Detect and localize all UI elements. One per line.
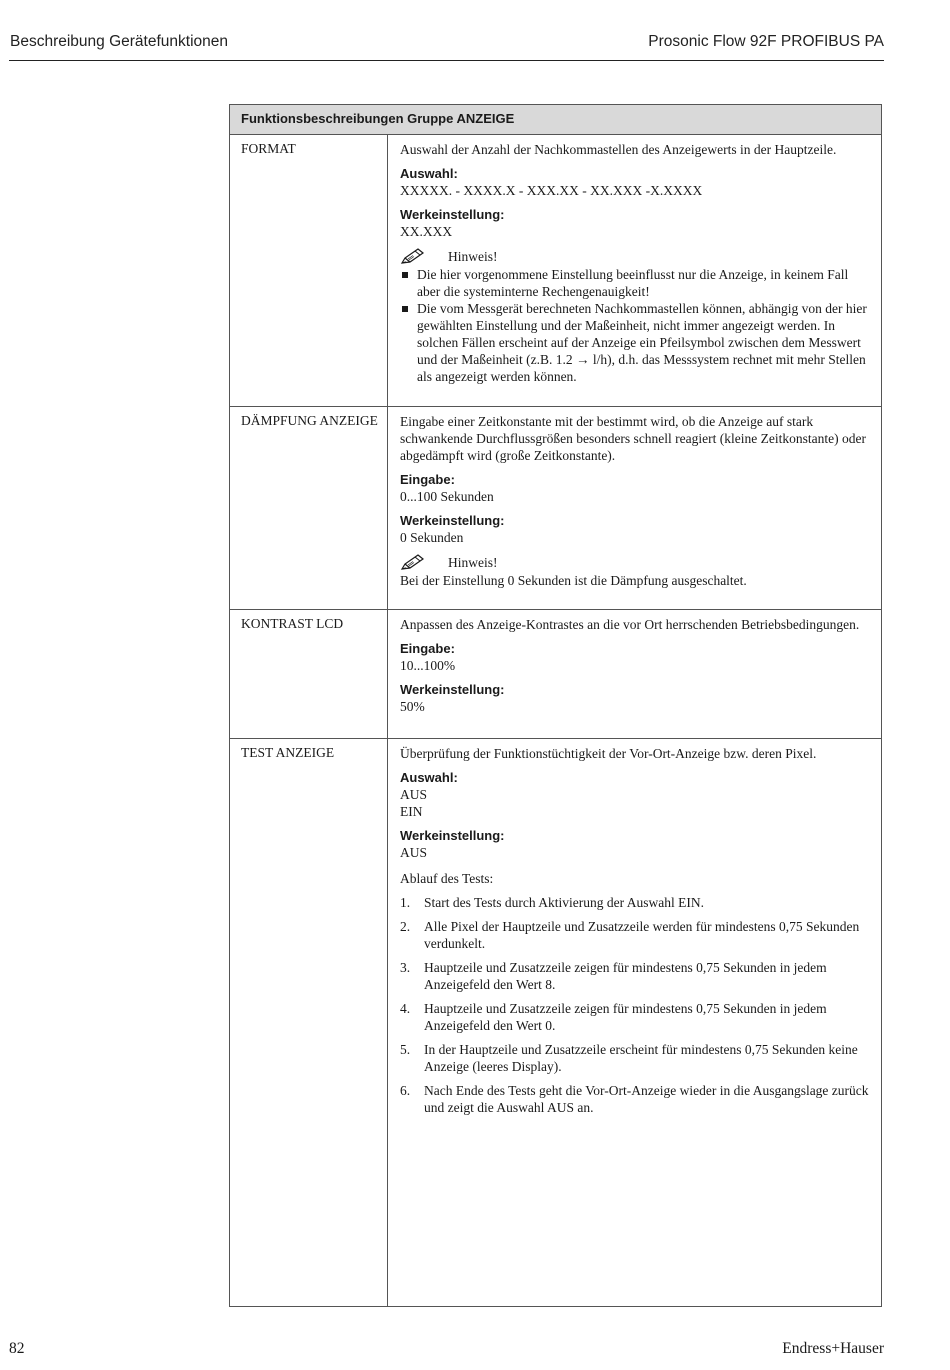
note-item bbox=[400, 300, 871, 385]
header-divider bbox=[9, 60, 884, 61]
square-bullet-icon bbox=[402, 306, 408, 312]
page-number: 82 bbox=[9, 1340, 25, 1357]
list-item bbox=[400, 1000, 871, 1034]
default-label: Werkeinstellung: bbox=[400, 513, 505, 528]
table-row-format bbox=[230, 135, 881, 407]
note-label: Hinweis! bbox=[448, 554, 498, 570]
pencil-icon bbox=[400, 553, 426, 571]
description-text: Auswahl der Anzahl der Nachkommastellen des Anzeigewerts in der Hauptzeile. bbox=[400, 142, 837, 157]
list-item bbox=[400, 918, 871, 952]
choice-label: Auswahl: bbox=[400, 770, 458, 785]
note-item-text: Die hier vorgenommene Einstellung beeinflusst nur die Anzeige, in keinem Fall aber die systeminterne Rechengenauigkeit! bbox=[417, 267, 849, 299]
choice-value: EIN bbox=[400, 804, 423, 819]
step-text: Hauptzeile und Zusatzzeile zeigen für mindestens 0,75 Sekunden in jedem Anzeigefeld den Wert 8. bbox=[424, 960, 827, 992]
note-label: Hinweis! bbox=[448, 248, 498, 264]
footer-brand: Endress+Hauser bbox=[782, 1340, 884, 1357]
description-text: Anpassen des Anzeige-Kontrastes an die vor Ort herrschenden Betriebsbedingungen. bbox=[400, 617, 860, 632]
step-text: Hauptzeile und Zusatzzeile zeigen für mindestens 0,75 Sekunden in jedem Anzeigefeld den Wert 0. bbox=[424, 1001, 827, 1033]
function-description-cell bbox=[389, 135, 881, 385]
step-number: 3. bbox=[400, 960, 411, 975]
step-number: 4. bbox=[400, 1001, 411, 1016]
step-number: 6. bbox=[400, 1083, 411, 1098]
choice-value: XXXXX. - XXXX.X - XXX.XX - XX.XXX -X.XXXX bbox=[400, 183, 703, 198]
page-header-section-title: Beschreibung Gerätefunktionen bbox=[10, 33, 229, 50]
function-name: FORMAT bbox=[230, 135, 388, 406]
choice-label: Auswahl: bbox=[400, 166, 458, 181]
function-name: DÄMPFUNG ANZEIGE bbox=[230, 407, 388, 609]
description-text: Eingabe einer Zeitkonstante mit der bestimmt wird, ob die Anzeige auf stark schwankende Durchflussgrößen besonders schnell reagiert (kleine Zeitkonstante) oder abgedämpft wird (große Zeitkonstante). bbox=[400, 414, 866, 463]
input-value: 0...100 Sekunden bbox=[400, 489, 494, 504]
default-value: XX.XXX bbox=[400, 224, 453, 239]
default-value: AUS bbox=[400, 845, 428, 860]
note-heading bbox=[400, 553, 871, 571]
function-description-cell bbox=[389, 739, 881, 1123]
note-text: Bei der Einstellung 0 Sekunden ist die Dämpfung ausgeschaltet. bbox=[400, 573, 747, 588]
table-row-test-anzeige bbox=[230, 739, 881, 1306]
step-number: 5. bbox=[400, 1042, 411, 1057]
input-label: Eingabe: bbox=[400, 472, 455, 487]
function-name: TEST ANZEIGE bbox=[230, 739, 388, 1306]
sequence-label: Ablauf des Tests: bbox=[400, 871, 494, 886]
function-table bbox=[229, 104, 882, 1307]
step-text: Start des Tests durch Aktivierung der Auswahl EIN. bbox=[424, 895, 705, 910]
default-label: Werkeinstellung: bbox=[400, 828, 505, 843]
choice-value: AUS bbox=[400, 787, 428, 802]
description-text: Überprüfung der Funktionstüchtigkeit der Vor-Ort-Anzeige bzw. deren Pixel. bbox=[400, 746, 817, 761]
default-value: 50% bbox=[400, 699, 425, 714]
list-item bbox=[400, 894, 871, 911]
default-label: Werkeinstellung: bbox=[400, 207, 505, 222]
step-text: In der Hauptzeile und Zusatzzeile erscheint für mindestens 0,75 Sekunden keine Anzeige (leeres Display). bbox=[424, 1042, 858, 1074]
step-number: 1. bbox=[400, 895, 411, 910]
default-label: Werkeinstellung: bbox=[400, 682, 505, 697]
page-header-product-title: Prosonic Flow 92F PROFIBUS PA bbox=[648, 33, 884, 50]
pencil-icon bbox=[400, 247, 426, 265]
step-number: 2. bbox=[400, 919, 411, 934]
input-label: Eingabe: bbox=[400, 641, 455, 656]
table-row-kontrast-lcd bbox=[230, 610, 881, 739]
default-value: 0 Sekunden bbox=[400, 530, 464, 545]
note-heading bbox=[400, 247, 871, 265]
square-bullet-icon bbox=[402, 272, 408, 278]
input-value: 10...100% bbox=[400, 658, 456, 673]
note-item bbox=[400, 266, 871, 300]
step-text: Alle Pixel der Hauptzeile und Zusatzzeile werden für mindestens 0,75 Sekunden verdunkelt. bbox=[424, 919, 860, 951]
list-item bbox=[400, 1082, 871, 1116]
note-item-text: Die vom Messgerät berechneten Nachkommastellen können, abhängig von der hier gewählten Einstellung und der Maßeinheit, nicht immer angezeigt werden. In solchen Fällen erscheint auf der Anzeige ein Pfeilsymbol zwischen dem Messwert und der Maßeinheit (z.B. 1.2 → l/h), d.h. das Messsystem rechnet mit mehr Stellen als angezeigt werden können. bbox=[417, 301, 867, 384]
table-row-daempfung-anzeige bbox=[230, 407, 881, 610]
list-item bbox=[400, 959, 871, 993]
function-description-cell bbox=[389, 610, 881, 722]
step-text: Nach Ende des Tests geht die Vor-Ort-Anzeige wieder in die Ausgangslage zurück und zeigt die Auswahl AUS an. bbox=[424, 1083, 869, 1115]
function-description-cell bbox=[389, 407, 881, 596]
function-name: KONTRAST LCD bbox=[230, 610, 388, 738]
table-title: Funktionsbeschreibungen Gruppe ANZEIGE bbox=[230, 105, 881, 135]
list-item bbox=[400, 1041, 871, 1075]
